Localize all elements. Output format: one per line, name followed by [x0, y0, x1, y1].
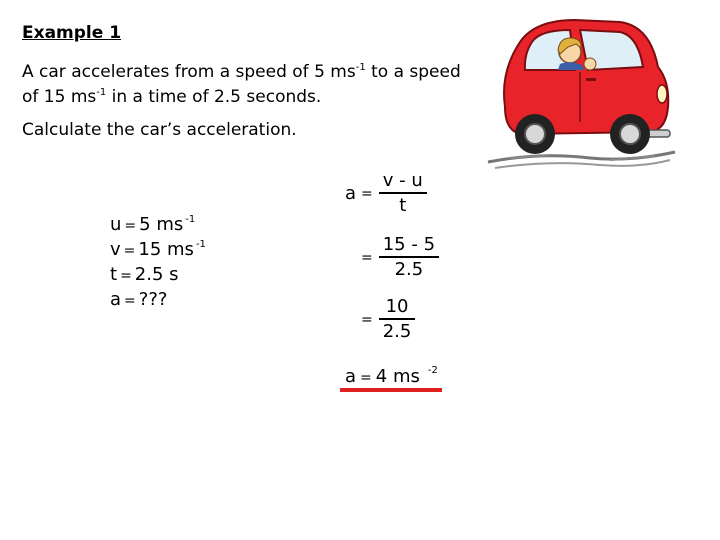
- equals-sign: =: [120, 268, 132, 284]
- answer-value: 4 ms: [375, 366, 420, 387]
- equals-sign: =: [124, 293, 136, 309]
- equals-sign: =: [123, 243, 136, 259]
- fraction: [379, 234, 439, 282]
- answer-lhs: a: [345, 366, 357, 387]
- equals-sign: =: [360, 370, 372, 386]
- fraction-denominator: 2.5: [394, 258, 424, 280]
- problem-text-2: to a speed of 15 ms: [22, 62, 461, 107]
- problem-exponent-2: -1: [96, 87, 107, 98]
- given-value: 5 ms: [139, 214, 184, 235]
- problem-text-3: in a time of 2.5 seconds.: [106, 87, 322, 107]
- given-row-u: [110, 212, 206, 237]
- problem-exponent-1: -1: [355, 62, 366, 73]
- given-value: 15 ms: [138, 239, 194, 260]
- solution-step-formula: [345, 170, 427, 218]
- fraction: [379, 170, 427, 218]
- given-exponent: -1: [195, 239, 206, 250]
- problem-statement: [22, 60, 462, 110]
- given-row-t: [110, 262, 206, 287]
- equals-sign: =: [124, 218, 137, 234]
- fraction-denominator: t: [399, 194, 407, 216]
- given-exponent: -1: [185, 214, 196, 225]
- problem-text-1: A car accelerates from a speed of 5 ms: [22, 62, 356, 82]
- fraction-numerator: 10: [385, 296, 409, 317]
- given-var: a: [110, 289, 122, 310]
- fraction-numerator: 15 - 5: [382, 234, 436, 255]
- task-prompt: Calculate the car’s acceleration.: [22, 120, 297, 140]
- car-with-driver-illustration: [480, 12, 680, 177]
- answer-exponent: -2: [427, 365, 438, 376]
- solution-lhs: a: [345, 183, 357, 205]
- equals-sign: =: [361, 311, 373, 328]
- given-value: ???: [138, 289, 168, 310]
- fraction: [379, 296, 416, 344]
- equals-sign: =: [361, 249, 373, 266]
- answer-underline: [340, 388, 442, 392]
- solution-step-substitute: [345, 234, 439, 282]
- final-answer: [345, 366, 438, 387]
- given-row-v: [110, 237, 206, 262]
- given-var: v: [110, 239, 121, 260]
- example-heading: Example 1: [22, 23, 122, 43]
- given-var: t: [110, 264, 118, 285]
- given-var: u: [110, 214, 122, 235]
- given-values: [110, 212, 206, 312]
- given-value: 2.5 s: [134, 264, 179, 285]
- equals-sign: =: [361, 185, 373, 202]
- fraction-numerator: v - u: [382, 170, 423, 191]
- solution-step-simplify: [345, 296, 415, 344]
- given-row-a: [110, 287, 206, 312]
- fraction-denominator: 2.5: [382, 320, 412, 342]
